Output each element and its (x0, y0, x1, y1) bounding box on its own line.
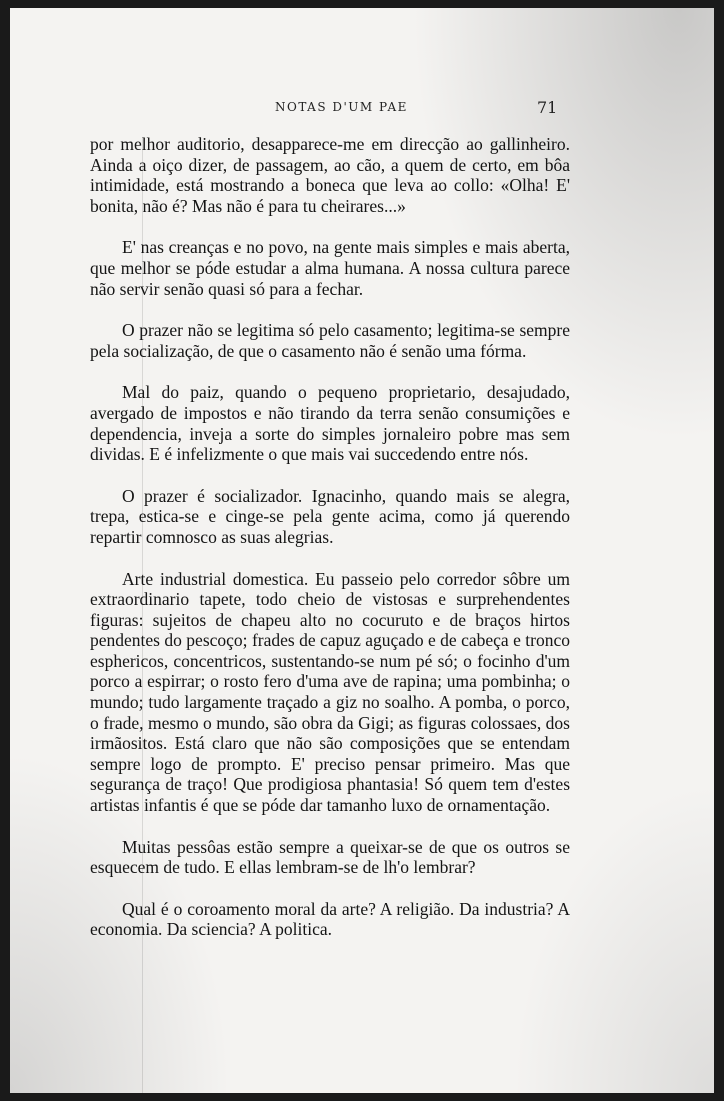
paragraph: Muitas pessôas estão sempre a queixar-se de que os outros se esquecem de tudo. E ellas lembram-se de lh'o lembrar? (90, 836, 570, 878)
paragraph: Mal do paiz, quando o pequeno proprietario, desajudado, avergado de impostos e não tirando da terra senão consumições e dependencia, inveja a sorte do simples jornaleiro pobre mas sem dividas. E é infelizmente o que mais vai succedendo entre nós. (90, 382, 570, 465)
paragraph: O prazer é socializador. Ignacinho, quando mais se alegra, trepa, estica-se e cinge-se pela gente acima, como já querendo repartir comnosco as suas alegrias. (90, 485, 570, 547)
paragraph: O prazer não se legitima só pelo casamento; legitima-se sempre pela socialização, de que o casamento não é senão uma fórma. (90, 320, 570, 361)
running-header (10, 98, 714, 122)
running-title: NOTAS D'UM PAE (275, 100, 408, 114)
book-page (10, 8, 714, 1093)
paragraph: E' nas creanças e no povo, na gente mais simples e mais aberta, que melhor se póde estudar a alma humana. A nossa cultura parece não servir senão quasi só para a fechar. (90, 237, 570, 299)
body-text (90, 134, 570, 961)
paragraph: Qual é o coroamento moral da arte? A religião. Da industria? A economia. Da sciencia? A politica. (90, 898, 570, 940)
paragraph: Arte industrial domestica. Eu passeio pelo corredor sôbre um extraordinario tapete, todo cheio de vistosas e surprehendentes figuras: sujeitos de chapeu alto no cocuruto e de braços hirtos pendentes do pescoço; frades de capuz aguçado e de cabeça e tronco esphericos, concentricos, sustentando-se num pé só; o focinho d'um porco a espirrar; o rosto fero d'uma ave de rapina; uma pombinha; o mundo; tudo largamente traçado a giz no soalho. A pomba, o porco, o frade, mesmo o mundo, são obra da Gigi; as figuras colossaes, dos irmãositos. Está claro que não são composições que se entendam sempre logo de prompto. E' preciso pensar primeiro. Mas que segurança de traço! Que prodigiosa phantasia! Só quem tem d'estes artistas infantis é que se póde dar tamanho luxo de ornamentação. (90, 568, 570, 816)
paragraph-continuation: por melhor auditorio, desapparece-me em direcção ao gallinheiro. Ainda a oiço dizer, de passagem, ao cão, a quem de certo, em bôa intimidade, está mostrando a boneca que leva ao collo: «Olha! E' bonita, não é? Mas não é para tu cheirares...» (90, 134, 570, 216)
page-number: 71 (537, 98, 558, 117)
